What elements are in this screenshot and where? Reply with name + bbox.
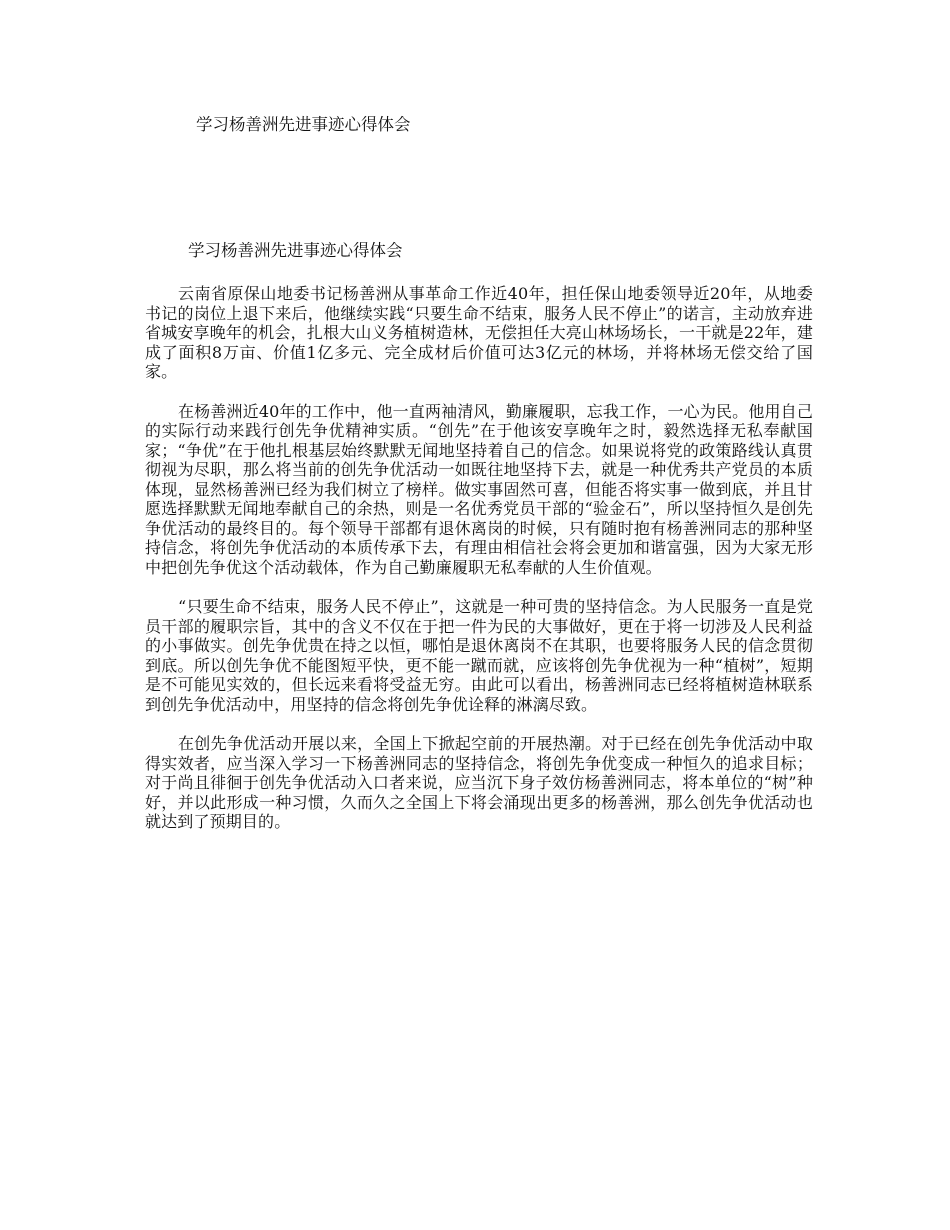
paragraph: 在杨善洲近40年的工作中，他一直两袖清风，勤廉履职，忘我工作，一心为民。他用自己的实际行动来践行创先争优精神实质。“创先”在于他该安享晚年之时，毅然选择无私奉献国家；“争优”在于他扎根基层始终默默无闻地坚持着自己的信念。如果说将党的政策路线认真贯彻视为尽职，那么将当前的创先争优活动一如既往地坚持下去，就是一种优秀共产党员的本质体现，显然杨善洲已经为我们树立了榜样。做实事固然可喜，但能否将实事一做到底，并且甘愿选择默默无闻地奉献自己的余热，则是一名优秀党员干部的“验金石”，所以坚持恒久是创先争优活动的最终目的。每个领导干部都有退休离岗的时候，只有随时抱有杨善洲同志的那种坚持信念，将创先争优活动的本质传承下去，有理由相信社会将会更加和谐富强，因为大家无形中把创先争优这个活动载体，作为自己勤廉履职无私奉献的人生价值观。 [145, 401, 813, 577]
paragraph: “只要生命不结束，服务人民不停止”，这就是一种可贵的坚持信念。为人民服务一直是党员干部的履职宗旨，其中的含义不仅在于把一件为民的大事做好，更在于将一切涉及人民利益的小事做实。创先争优贵在持之以恒，哪怕是退休离岗不在其职，也要将服务人民的信念贯彻到底。所以创先争优不能图短平快，更不能一蹴而就，应该将创先争优视为一种“植树”，短期是不可能见实效的，但长远来看将受益无穷。由此可以看出，杨善洲同志已经将植树造林联系到创先争优活动中，用坚持的信念将创先争优诠释的淋漓尽致。 [145, 597, 813, 714]
document-body [145, 284, 813, 852]
document-title: 学习杨善洲先进事迹心得体会 [188, 241, 403, 260]
paragraph: 云南省原保山地委书记杨善洲从事革命工作近40年，担任保山地委领导近20年，从地委书记的岗位上退下来后，他继续实践“只要生命不结束，服务人民不停止”的诺言，主动放弃进省城安享晚年的机会，扎根大山义务植树造林，无偿担任大亮山林场场长，一干就是22年，建成了面积8万亩、价值1亿多元、完全成材后价值可达3亿元的林场，并将林场无偿交给了国家。 [145, 284, 813, 381]
page-header-title: 学习杨善洲先进事迹心得体会 [196, 115, 411, 134]
paragraph: 在创先争优活动开展以来，全国上下掀起空前的开展热潮。对于已经在创先争优活动中取得实效者，应当深入学习一下杨善洲同志的坚持信念，将创先争优变成一种恒久的追求目标；对于尚且徘徊于创先争优活动入口者来说，应当沉下身子效仿杨善洲同志，将本单位的“树”种好，并以此形成一种习惯，久而久之全国上下将会涌现出更多的杨善洲，那么创先争优活动也就达到了预期目的。 [145, 734, 813, 831]
